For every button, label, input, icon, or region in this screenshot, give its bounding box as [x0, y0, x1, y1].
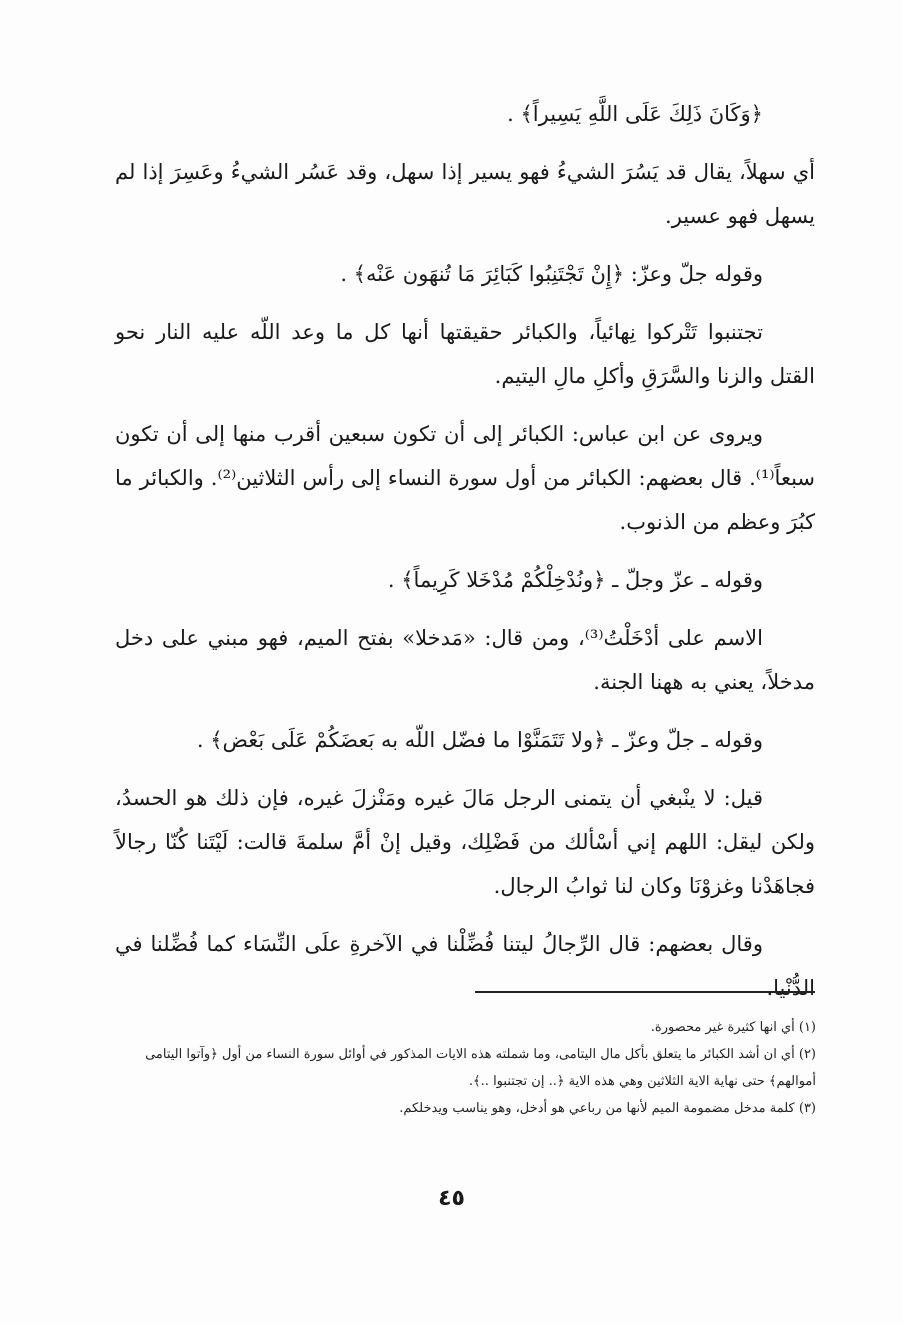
footnotes: [140, 1014, 816, 1122]
paragraph-ibn-abbas: ويروى عن ابن عباس: الكبائر إلى أن تكون سبعين أقرب منها إلى أن تكون سبعاً⁽¹⁾. قال بعضهم: الكبائر من أول سورة النساء إلى رأس الثلاثين⁽²⁾. والكبائر ما كبُرَ وعظم من الذنوب.: [115, 422, 816, 534]
footnote-3: (٣) كلمة مدخل مضمومة الميم لأنها من رباعي هو أدخل، وهو يناسب ويدخلكم.: [399, 1101, 816, 1116]
quran-verse-4: وقوله ـ جلّ وعزّ ـ ﴿ولا تَتَمَنَّوْا ما فضّل اللّه به بَعضَكُمْ عَلَى بَعْض﴾ .: [196, 728, 763, 752]
paragraph-rijal: وقال بعضهم: قال الرِّجالُ ليتنا فُضِّلْنا في الآخرةِ علَى النِّسَاء كما فُضِّلنا في الدُّنْيا.: [115, 932, 815, 1000]
paragraph-mudkhal: الاسم على أدْخَلْتُ⁽³⁾، ومن قال: «مَدخلا» بفتح الميم، فهو مبني على دخل مدخلاً، يعني به ههنا الجنة.: [115, 626, 815, 694]
paragraph-hasad: قيل: لا ينْبغي أن يتمنى الرجل مَالَ غيره ومَنْزلَ غيره، فإن ذلك هو الحسدُ، ولكن ليقل: اللهم إني أسْألك من فَضْلِك، وقيل إنْ أمَّ سلمةَ قالت: لَيْتَنا كُنّا رجالاً فجاهَدْنا وغزوْنَا وكان لنا ثوابُ الرجال.: [115, 786, 815, 898]
paragraph-sahl: أي سهلاً، يقال قد يَسُرَ الشيءُ فهو يسير إذا سهل، وقد عَسُر الشيءُ وعَسِرَ إذا لم يسهل فهو عسير.: [115, 160, 815, 228]
quran-verse-1: ﴿وَكَانَ ذَلِكَ عَلَى اللَّهِ يَسِيراً﴾ .: [507, 102, 763, 126]
footnote-1: (١) أي انها كثيرة غير محصورة.: [650, 1020, 816, 1035]
quran-verse-3: وقوله ـ عزّ وجلّ ـ ﴿ونُدْخِلْكُمْ مُدْخَلا كَرِيماً﴾ .: [387, 568, 763, 592]
footnote-2: (٢) أي ان أشد الكبائر ما يتعلق بأكل مال اليتامى، وما شملته هذه الايات المذكور في أوائل سورة النساء من أول ﴿وآتوا اليتامى أموالهم﴾ حتى نهاية الاية الثلاثين وهي هذه الاية ﴿.. إن تجتنبوا ..﴾.: [145, 1047, 816, 1089]
paragraph-kabair: تجتنبوا تَتْركوا نِهائياً، والكبائر حقيقتها أنها كل ما وعد اللّه عليه النار نحو القتل والزنا والسَّرَقِ وأكلِ مالِ اليتيم.: [115, 320, 815, 388]
page-number: ٤٥: [438, 1186, 465, 1211]
quran-verse-2: وقوله جلّ وعزّ: ﴿إِنْ تَجْتَنِبُوا كَبَائِرَ مَا تُنهَون عَنْه﴾ .: [340, 262, 763, 286]
main-text: [115, 92, 815, 1024]
footnote-divider: [475, 991, 815, 993]
